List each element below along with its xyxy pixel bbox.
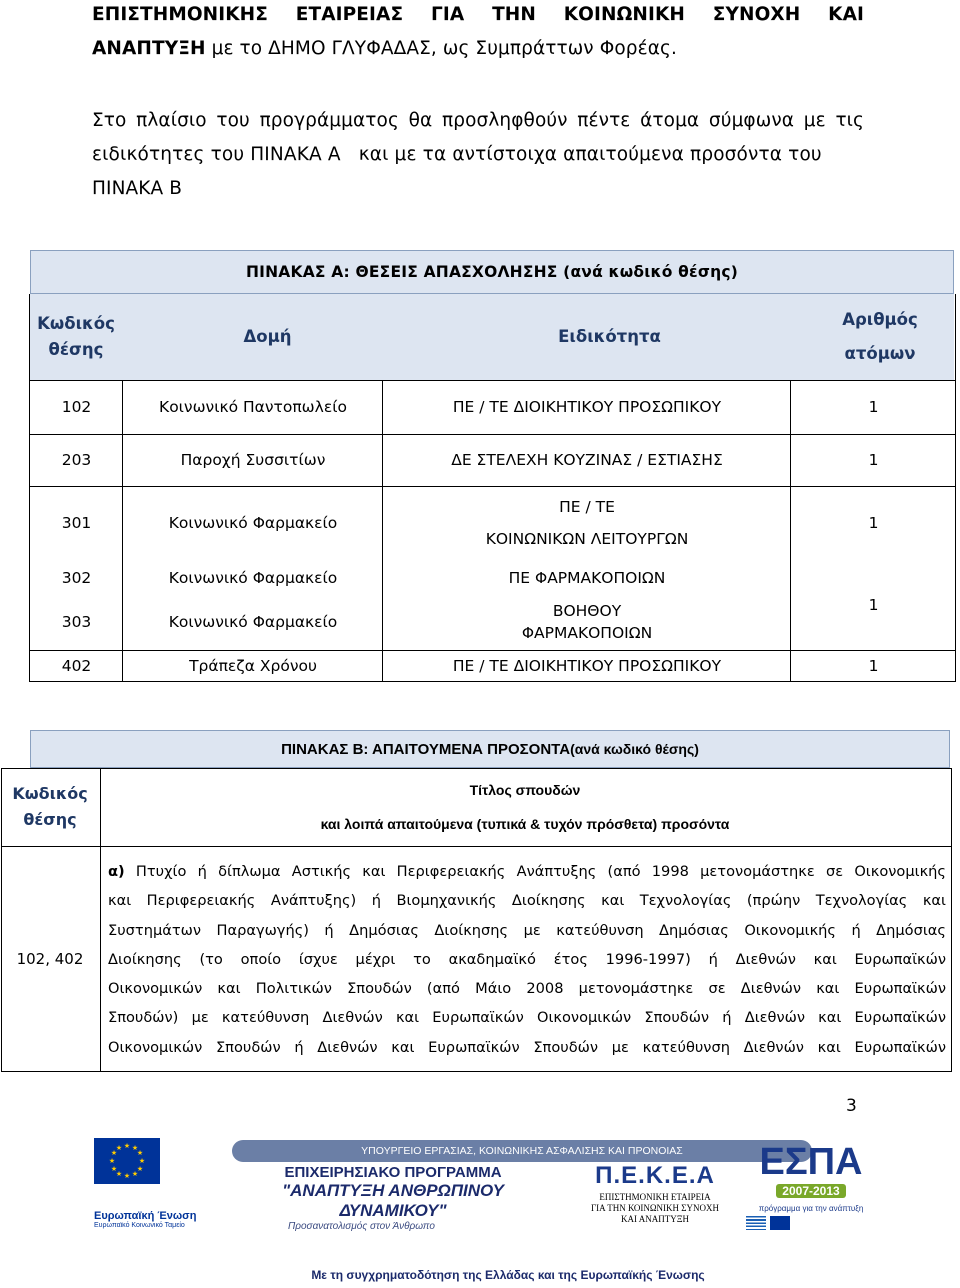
- table-row: [30, 380, 956, 434]
- svg-text:★: ★: [138, 1157, 146, 1165]
- eu-label: Ευρωπαϊκή Ένωση Ευρωπαϊκό Κοινωνικό Ταμείο: [94, 1210, 197, 1229]
- cell-count: 1: [868, 398, 879, 416]
- header-specialty: Ειδικότητα: [558, 327, 661, 346]
- svg-text:★: ★: [115, 1170, 123, 1178]
- cell-specialty: ΠΕ ΦΑΡΜΑΚΟΠΟΙΩΝ: [508, 569, 666, 587]
- table-b-row-line: [1, 846, 952, 847]
- cell-structure: Κοινωνικό Φαρμακείο: [168, 613, 338, 631]
- greek-flag-icon: [746, 1216, 766, 1230]
- cell-specialty: ΠΕ / ΤΕ ΚΟΙΝΩΝΙΚΩΝ ΛΕΙΤΟΥΡΓΩΝ: [485, 498, 689, 548]
- intro-line2-rest: με το ΔΗΜΟ ΓΛΥΦΑΔΑΣ, ως Συμπράττων Φορέας.: [205, 38, 677, 59]
- cell-specialty: ΠΕ / ΤΕ ΔΙΟΙΚΗΤΙΚΟΥ ΠΡΟΣΩΠΙΚΟΥ: [452, 398, 722, 416]
- item-label: α): [108, 863, 125, 880]
- cell-code: 203: [61, 451, 92, 469]
- table-row: [30, 650, 956, 681]
- cell-structure: Παροχή Συσσιτίων: [180, 451, 326, 469]
- header-structure: Δομή: [243, 327, 292, 346]
- svg-text:★: ★: [131, 1144, 139, 1152]
- table-b-col-line: [100, 768, 101, 1072]
- svg-text:★: ★: [108, 1157, 116, 1165]
- header-requirements: Τίτλος σπουδών και λοιπά απαιτούμενα (τυπικά & τυχόν πρόσθετα) προσόντα: [320, 782, 730, 832]
- svg-text:★: ★: [123, 1172, 131, 1180]
- cell-structure: Κοινωνικό Παντοπωλείο: [159, 398, 347, 416]
- ministry-band: ΥΠΟΥΡΓΕΙΟ ΕΡΓΑΣΙΑΣ, ΚΟΙΝΩΝΙΚΗΣ ΑΣΦΑΛΙΣΗΣ ΚΑΙ ΠΡΟΝΟΙΑΣ: [232, 1140, 812, 1162]
- cell-count: 1: [868, 451, 879, 469]
- espa-logo: ΕΣΠΑ 2007-2013 πρόγραμμα για την ανάπτυξη: [758, 1141, 864, 1213]
- header-count: Αριθμός ατόμων: [842, 310, 918, 363]
- cell-specialty: ΠΕ / ΤΕ ΔΙΟΙΚΗΤΙΚΟΥ ΠΡΟΣΩΠΙΚΟΥ: [452, 656, 722, 675]
- cell-code: 402: [61, 656, 92, 675]
- intro-line1: ΕΠΙΣΤΗΜΟΝΙΚΗΣ ΕΤΑΙΡΕΙΑΣ ΓΙΑ ΤΗΝ ΚΟΙΝΩΝΙΚΗ ΣΥΝΟΧΗ ΚΑΙ: [92, 4, 864, 25]
- eu-small-flag-icon: [770, 1216, 790, 1230]
- cell-code: 303: [61, 613, 92, 631]
- intro-para2-line1: Στο πλαίσιο του προγράμματος θα προσληφθούν πέντε άτομα σύμφωνα με τις: [92, 110, 864, 131]
- svg-text:★: ★: [131, 1170, 139, 1178]
- table-b-row-line: [1, 1071, 952, 1072]
- cell-code: 301: [61, 514, 92, 532]
- svg-text:★: ★: [123, 1142, 131, 1150]
- cell-code: 302: [61, 569, 92, 587]
- svg-text:★: ★: [110, 1149, 118, 1157]
- table-row: [30, 434, 956, 486]
- cell-specialty: ΔΕ ΣΤΕΛΕΧΗ ΚΟΥΖΙΝΑΣ / ΕΣΤΙΑΣΗΣ: [451, 451, 723, 469]
- intro-line2-bold: ΑΝΑΠΤΥΞΗ: [92, 38, 206, 59]
- table-b-description: α) Πτυχίο ή δίπλωμα Αστικής και Περιφερειακής Ανάπτυξης (από 1998 μετονομάστηκε σε Οικονομικής και Περιφερειακής Ανάπτυξης) ή Βιομηχανικής Διοίκησης και Τεχνολογίας (πρώην Τεχνολογίας και Συστημάτων Παραγωγής) ή Δημόσιας Διοίκησης με κατεύθυνση Δημόσιας Οικονομικής ή Δημόσιας Διοίκησης (το οποίο ίσχυε μέχρι το ακαδημαϊκό έτος 1996-1997) ή Διεθνών και Ευρωπαϊκών Οικονομικών και Πολιτικών Σπουδών (από Μάιο 2008 μετονομάστηκε σε Διεθνών και Ευρωπαϊκών Σπουδών) με κατεύθυνση Διεθνών και Ευρωπαϊκών Οικονομικών Σπουδών ή Διεθνών και Ευρωπαϊκών Οικονομικών Σπουδών ή Διεθνών και Ευρωπαϊκών Σπουδών με κατεύθυνση Διεθνών και Ευρωπαϊκών: [108, 863, 946, 1056]
- cell-structure: Κοινωνικό Φαρμακείο: [168, 569, 338, 587]
- table-b-border-right: [951, 768, 952, 1072]
- cell-count: 1: [868, 656, 879, 675]
- cell-count-shared: 1: [868, 596, 879, 614]
- table-a-title: ΠΙΝΑΚΑΣ Α: ΘΕΣΕΙΣ ΑΠΑΣΧΟΛΗΣΗΣ (ανά κωδικό θέσης): [30, 250, 954, 294]
- table-row: [30, 486, 956, 560]
- cofinance-text: Με τη συγχρηματοδότηση της Ελλάδας και της Ευρωπαϊκής Ένωσης: [311, 1268, 705, 1282]
- page-number: 3: [846, 1096, 857, 1116]
- cell-structure: Κοινωνικό Φαρμακείο: [168, 514, 338, 532]
- table-b-header: [0, 768, 950, 846]
- intro-text: [92, 0, 864, 206]
- intro-para2-line3: ΠΙΝΑΚΑ Β: [92, 178, 183, 199]
- cell-count: 1: [868, 514, 879, 532]
- pekea-logo: Π.Ε.Κ.Ε.Α ΕΠΙΣΤΗΜΟΝΙΚΗ ΕΤΑΙΡΕΙΑ ΓΙΑ ΤΗΝ ΚΟΙΝΩΝΙΚΗ ΣΥΝΟΧΗ ΚΑΙ ΑΝΑΠΤΥΞΗ: [590, 1162, 720, 1224]
- svg-text:★: ★: [115, 1144, 123, 1152]
- header-code-b: Κωδικός θέσης: [12, 784, 88, 829]
- table-b-title: ΠΙΝΑΚΑΣ Β: ΑΠΑΙΤΟΥΜΕΝΑ ΠΡΟΣΟΝΤΑ (ανά κωδικό θέσης): [30, 730, 950, 768]
- table-a-row-line: [29, 681, 956, 682]
- intro-para2-line2: ειδικότητες του ΠΙΝΑΚΑ Α και με τα αντίστοιχα απαιτούμενα προσόντα του: [92, 144, 822, 165]
- program-logo: ΕΠΙΧΕΙΡΗΣΙΑΚΟ ΠΡΟΓΡΑΜΜΑ "ΑΝΑΠΤΥΞΗ ΑΝΘΡΩΠΙΝΟΥ ΔΥΝΑΜΙΚΟΥ" Προσανατολισμός στον Άνθρωπο: [282, 1164, 504, 1232]
- eu-flag-icon: [94, 1138, 160, 1184]
- cell-code: 102: [61, 398, 92, 416]
- footer-banner: [0, 1132, 960, 1288]
- header-code: Κωδικός θέσης: [37, 314, 115, 359]
- table-b-code: 102, 402: [16, 950, 84, 968]
- cell-structure: Τράπεζα Χρόνου: [189, 656, 317, 675]
- svg-text:★: ★: [136, 1149, 144, 1157]
- svg-text:★: ★: [136, 1165, 144, 1173]
- cell-specialty: ΒΟΗΘΟΥ ΦΑΡΜΑΚΟΠΟΙΩΝ: [521, 602, 653, 642]
- table-b-row-line: [1, 768, 952, 769]
- table-a-header: [30, 294, 954, 380]
- svg-text:★: ★: [110, 1165, 118, 1173]
